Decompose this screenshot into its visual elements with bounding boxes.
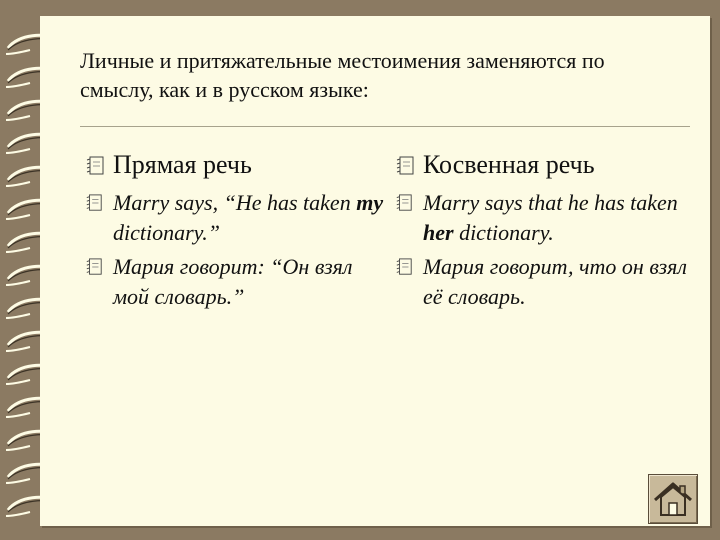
direct-speech-heading (85, 148, 385, 182)
item-text: Мария говорит: “Он взял мой словарь.” (113, 254, 353, 309)
list-item (85, 252, 385, 312)
list-item (395, 188, 695, 248)
item-text: Мария говорит, что он взял её словарь. (423, 254, 687, 309)
heading-text: Косвенная речь (423, 150, 595, 179)
indirect-speech-heading (395, 148, 695, 182)
list-item (85, 188, 385, 248)
indirect-speech-column (395, 148, 695, 316)
notebook-bullet-icon (85, 258, 103, 276)
notebook-bullet-icon (395, 156, 415, 176)
heading-text: Прямая речь (113, 150, 252, 179)
item-text-pre: Marry says that he has taken (423, 190, 678, 215)
home-icon (649, 475, 697, 523)
direct-speech-column (85, 148, 385, 316)
slide-title: Личные и притяжательные местоимения заменяются по смыслу, как и в русском языке: (80, 48, 605, 102)
item-text-post: dictionary. (453, 220, 554, 245)
notebook-bullet-icon (85, 156, 105, 176)
list-item (395, 252, 695, 312)
home-button[interactable] (648, 474, 698, 524)
title-divider (80, 126, 690, 127)
item-text-pre: Marry says, “He has taken (113, 190, 357, 215)
item-text-bold: her (423, 220, 454, 245)
notebook-bullet-icon (85, 194, 103, 212)
notebook-bullet-icon (395, 258, 413, 276)
item-text-post: dictionary.” (113, 220, 220, 245)
item-text-bold: my (356, 190, 384, 215)
notebook-bullet-icon (395, 194, 413, 212)
